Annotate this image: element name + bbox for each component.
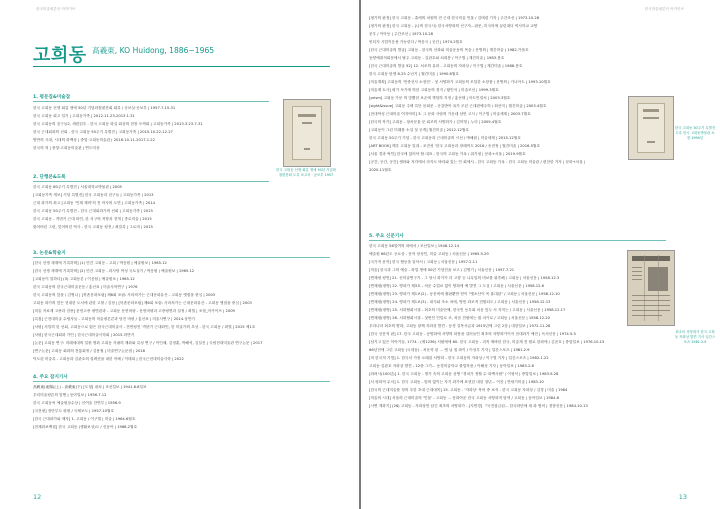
list-item: 한국 고희동 60주기 특별전 | 서울대학교박물관 | 2005 xyxy=(33,185,122,189)
list-item: [남기고 있은 이야기들, 1774 - (제1236) 서원에에 60. 한국 고희동 - 괴직 애바한 한국, 미술계 전 원로 한화에 / 김준호 | 중앙일보 | 1976.10.15 xyxy=(369,340,605,344)
list-item: 빈티지 시업이응용 가능한다 / 박응국 | 공간 | 1974.2월호 xyxy=(369,40,463,44)
list-item: [서울 경과 싸인] 한국에 있어야 할 대표 - 한국의 고희동 가옥 / 취기평 | 문화+서울 | 2019.9월호 xyxy=(369,152,526,156)
section-list xyxy=(33,183,275,231)
section-list xyxy=(33,259,330,363)
page-header: 한국미술평론인 아카이브 xyxy=(36,7,76,11)
list-item: 한국 고희동 50주기 특별전 - 한국 근대회화가의 선회 | 고희동가족 | 2015 xyxy=(33,209,153,213)
list-item: [한국 신문적 판] 17. 한국 고희동 - 동양화에 서양의 화풍을 걸러들인 최초의 서양화가이자 현대화가 예전 | 독서신문 | 1974.5.5 xyxy=(369,332,576,336)
list-item: [한국 선생 세계에 기록하며] (1) 민간 고희동 - 고희 / 박응원 | 예술원보 | 1965.12 xyxy=(33,261,167,265)
list-item: 한국 고희동 - 격변기 근대 화인, 한 서구의 저항과 전개 | 종로미술 | 2015 xyxy=(33,217,152,221)
right-page xyxy=(361,0,720,509)
list-item: 한국 고희동의 친구들2, 세련된우 - 한국 고희동 화실 회상의 현장 모색회 | 고희동가족 | 2013.3.23-7.31 xyxy=(33,122,203,126)
list-item: [미술의 시대] 서울의 근대미술의 '인물' - 고희동 ... 문화아운 한국 고희동 서양화적 탐색 / 고희동 | 동아일보 | 1984.6 xyxy=(369,396,559,400)
list-item: 잃어버린 그런, 잊어버린 역사 - 한국 고희동 평전 / 최말록 | 그로비 | 2015 xyxy=(33,225,153,229)
list-item: [연재평(평영) 25. 서화협회시절 - 최초의 미술단체, 한국인 동우회 처음 앞두 서 지적는 / 고희동 | 서울신문 | 1958.12.17 xyxy=(369,308,566,312)
section-list xyxy=(369,242,621,410)
list-item: [국가적 문학] 한국 협동을 알아서 / 고희동 | 서울신문 | 1957.2.11 xyxy=(369,260,478,264)
newspaper-clipping-photo xyxy=(627,250,675,326)
list-item: 동양예대적회문에서 탈주 고희동 - 김관호와 치희봉 / 이구열 | 계간미술 | 1983.봄호 xyxy=(369,56,505,60)
list-item: [sight&issue] 고희동 주택 특단 문회문 - 공감받아 옥가 모던 근대편예주의 / 최선미 | 월간미술 | 2003.4월호 xyxy=(369,104,547,108)
list-item: 한국 고희동 회고 일기 | 고희동가족 | 2012.11.23-2013.1.31 xyxy=(33,114,135,118)
list-item: [연재평 평언] 21. 신미술연구기 - 그 당시 화가가 더 고향 등 나무일의 비보를 취후해 / 고희동 | 서울신문 | 1958.12.3 xyxy=(369,276,560,280)
section-heading: 1. 평문집&미술잡 xyxy=(33,95,71,100)
continued-list xyxy=(369,14,621,174)
list-item: [서평] 한국근대회화 가인 | 한국근대미술사학회 | 2015.하반기 xyxy=(33,333,135,337)
list-item: [공간, 공간, 공간] 셋화와 지각에서 라자도 바라와 있는 인 회에서 - 한국 고희동 가옥 - 한국 고희동 미술관 / 편찬한 기자 | 문화+서울 | xyxy=(369,160,586,164)
list-item: 한국 고희동의 한국근대미술운동 / 홍선표 | 미술사학연구 | 1976 xyxy=(33,285,138,289)
list-item: 예술원 66년도 공로상 - 문학 장성인, 미술 고희동 / 서울신문 | 1965.5.29 xyxy=(369,252,489,256)
list-item: 2020.11월호 xyxy=(369,168,392,172)
photo-caption: 최초의 서양화가 한국 고희동 자화상 발견 기사 일간스포츠 1981.2.9 xyxy=(674,330,716,344)
photo-caption: 한국 고희동 선생 회갑 생애 50년 기념화첩편찬회 도록 보고서 · 공보부 1957 xyxy=(276,168,336,177)
list-item: [고희동이 말하다] (3) 고희동론 / 이응섭 | 예술원보 | 1965.12 xyxy=(33,277,135,281)
page-number: 12 xyxy=(33,493,42,501)
list-item: 高羲東(東陽)(上) - 高羲東(下) [도형] 내쳐 | 조선일보 | 1941.6.8일보 xyxy=(33,385,147,389)
section-heading: 4. 주요 잡지기사 xyxy=(33,375,68,380)
list-item: 고희동 화가의 앞든 현대한 도서에 관한 고찰 / 김정 | [북촌문화포럼] 제6회 포럼: 사라져가는 근대문화유산 - 고희동 옛집을 중심 | 2003 xyxy=(33,301,252,305)
list-item: 한국의 혁 | 중앙·고희동미술관 | 연도미상 xyxy=(33,146,100,150)
section-divider xyxy=(33,257,330,258)
list-item: [평가의 판정] 한국 고희동 - (나의 한국사) 한국서양화의 선구자...판문, 미국어에 끌린대다 역사학교 교양 xyxy=(369,24,538,28)
list-item: 한국 고희동의 앞을 / 김영나 | [북촌문화포럼] 제6회 포럼: 사라져가는 근대문화유산 - 고희동 옛집을 중심 | 2003 xyxy=(33,293,216,297)
list-item: 우라나라 최초의 양화, 고희동 왕께 자화상 발견 - 동경 길목사급과 1915년에 그린 2점 | 대한일보 | 1972.11.28 xyxy=(369,324,551,328)
section-divider xyxy=(33,381,330,382)
list-item: [연재평(평영) 24. 양화가 제1보(3) - 내식와 조소 처에, 영빈 화조적 전환되도 / 고희동 | 서울신문 | 1958.12.13 xyxy=(369,300,551,304)
list-item: [특집] 근현대미술 수립자들 - 고희동의 미술평론론과 당진 비평 / 홍선표 | 미술사연구 | 2014.상반기 xyxy=(33,317,195,321)
list-item: [연재평(평영) 23. 양화가 제1보(2) - 동문비에 출판뿐만 얻이 "옛소산이 목 휴대된" / 고희동 | 서울신문 | 1958.12.10 xyxy=(369,292,560,296)
list-item: [고희동이 그린 미래를 소설 첫 공개] 월간미술 | 2012.12월호 xyxy=(369,128,469,132)
list-item: [미 한국적 기법] 1. 한국서 가장 오래된 서양화 - 한국 고희동의 자화상 / 이구열 기자 | 일간스포츠 | 1982.1.22 xyxy=(369,356,549,360)
exhibition-catalog-photo xyxy=(628,96,674,160)
list-item: [미술 자료계 고증과 검증] 문헌고증 평면관과 - 고희동 문헌비평 - 문헌비평과 고증평면과 설정 / 최열 | 조형_아카이브 | 2009 xyxy=(33,309,235,313)
section-heading: 5. 주요 신문기사 xyxy=(369,234,404,239)
section-divider xyxy=(33,101,269,102)
list-item: 근대 화가의 최고 [고희동 '인재 재비'의 전 학사의 도면 | 고희동가족 | 2014 xyxy=(33,201,156,205)
list-item: 한국 고희동 탄생 6.25 수난기 | 월간미술 | 1990.6월호 xyxy=(369,72,459,76)
section-divider xyxy=(369,240,666,241)
photo-caption: 한국 고희동 30주기 특별전 도록 한국 고희동박물관 소장 1994년 xyxy=(674,126,716,140)
page-header: 한국미술평론인 아카이브 xyxy=(644,7,684,11)
section-divider xyxy=(33,181,269,182)
list-item: [국전평] 장단부도 평평 / 국제보도 | 1957.10월호 xyxy=(33,409,115,413)
list-item: [사연 개화기] (28) 고희동 - 자화상만 남긴 최초의 서양화가 - [지면경] 『국전참금된... 한국화단에 새 화 염어 | 경향신문 | 1984.10.13 xyxy=(369,404,588,408)
list-item: [한국 근대미술의 발굴 52] 12. 치조의 유화 - 고희동의 자화상 / 이구열 | 계간미술 | 1988.봄호 xyxy=(369,64,523,68)
book-cover-photo xyxy=(283,99,331,167)
section-heading: 3. 논문&학술지 xyxy=(33,251,66,256)
list-item: 우리미술평론의 앞엔 | 동아일보 | 1956.7.12 xyxy=(33,393,107,397)
section-heading: 2. 단행본&도록 xyxy=(33,175,66,180)
section-list xyxy=(33,383,330,431)
list-item: 66년전에 그린 고희동 (국대동) - 처운학 된 ... 옛 날 집 화이 / 이성우 기자 | 일간스포츠 | 1981.2.9 xyxy=(369,348,530,352)
section-list xyxy=(33,104,275,152)
list-item: [연구논문] 고희동 회화의 전통회귀 / 김용철 | 미술연구논문집 | 2018 xyxy=(33,349,146,353)
title-divider xyxy=(33,66,330,67)
list-item: 한국 고희동 56일여의 화에서 / 조선일보 | 1948.12.14 xyxy=(369,244,459,248)
page-subtitle: 高羲東, KO Huidong, 1886~1965 xyxy=(92,46,215,55)
list-item: [한국 근대화가와 제자] 1. 고희동 / 이구열 | 미술 | 1964.6월호 xyxy=(33,417,136,421)
list-item: 한국 고희동씨 예술원상수상 | 신여술 찬반부 | 1956.9 xyxy=(33,401,121,405)
list-item: [서 평화적 무서] 1. 한국 고희동 - 임의 없이는 자기 화가에 표현한 대한 청년... 이찬 | 반세기미술 | 1983.10 xyxy=(369,380,544,384)
page-title: 고희동 xyxy=(33,45,87,66)
list-item: [현대여성 근대미술 여자야미] 3. 그 문화 사람의 가운데 삼만 고식 / 이구열 | 미술세계 | 2003.7월호 xyxy=(369,112,531,116)
list-item: [한국 선생 세계에 기록하며] (2) 민간 고희동 - 화사랑 여성 국토실기 / 박응원 | 예술원보 | 1965.12 xyxy=(33,269,195,273)
list-item: [미술] 한국과 그의 예술 - 화업 생애 50년 기념전을 보고 / 김영기 | 서울신문 | 1957.7.21 xyxy=(369,268,515,272)
list-item: 한국 고희동 선생 회갑 생애 50년 기념화첩편찬회 회록 / 공보실·공보부 | 1957.7.15-31 xyxy=(33,106,176,110)
list-item: [서평] 서일의 한 선회, 고희동으로 잃은 한국근대미술사 - 전면평전 '격변기 근대화인, 한 미술가의 초상 - 한국 고희동 / 최열 | 2015 제1호 xyxy=(33,325,256,329)
list-item: 양반의 시대, 시대의 화백상 | 중앙·고희동미술관 | 2016.10.11-2017.1.22 xyxy=(33,138,155,142)
page-number: 13 xyxy=(678,493,687,501)
list-item: 한국 근대회화의 선회 - 한국 고희동 50주기 특별전 | 고희동가족 | 2015.10.22-12.27 xyxy=(33,130,173,134)
list-item: [한국의 근대미술품 정의 우한 초대 근대대목] 15. 고희동 - '자화상' 목어 중 보석 - 한국 고희동 자화상 / 김경 | 미술 | 1984 xyxy=(369,388,568,392)
list-item: 문우 / 이아동 | 주간조선 | 1973.10.28 xyxy=(369,32,433,36)
list-item: [한국의 작가] 고희동 - 형차문물 문 회조의 서양화가 / 김미영 | 누리 | 2009.4월호 xyxy=(369,120,502,124)
list-item: [논문] 고희동 연구: 미래세대의 일원 명화 고희동 자필의 제화와 특성 연구 / 이인채, 김정훈, 박해석, 김설진 | 국립현대미술관 연구논문 | 2017 xyxy=(33,341,263,345)
list-item: [연재평(평영) 22. 양화가 제3호 - 처운 수업료 없이 양화에 예 발견 그 도심 / 고희동 | 서울신문 | 1958.12.6 xyxy=(369,284,544,288)
list-item: [연재평(평영) 26. 서화협회시절 - 첫번인 인일로 조, 처음 전원에는 흰 마카로 / 고희동 | 서울신문 | 1958.12.20 xyxy=(369,316,550,320)
list-item: [prism] 고희동 가문 의 맞뿔한 보존에 책임의 지정 / 홍선태 | 아트인컬처 | 2003.3월호 xyxy=(369,96,511,100)
list-item: 한국 고희동 50주기 기념 - 한국 고희동과 근대미술의 시선 / 박혜원 | 미술세계 | 2015.12월호 xyxy=(369,136,521,140)
list-item: [미술계획] 고희동의 '민중선사 소장전' - 첫 서양화가 고희동의 모일한 소장품 / 문영외 | 가나아트 | 1993.10월호 xyxy=(369,80,551,84)
list-item: [미술계 토사] 평가 독기에 의한 고희동의 경지 / 황인석 | 미술조선 | 1999.3월호 xyxy=(369,88,499,92)
list-item: [평가의 판정] 한국 고희동 - 휴에의 치원의 전 근대 한국미술 인물 / 김태령 기자 | 주간조선 | 1973.10.28 xyxy=(369,16,540,20)
left-page xyxy=(0,0,359,509)
list-item: 덕도된 미술록 - 고희동과 김관호의 컬렉션을 대한 작례 / 이태희 | 한국근현대미술사학 | 2022 xyxy=(33,357,184,361)
list-item: 고희동·김관호 자화상 발견 - 12중 그가... 동경미술학교 졸업작품 / 이해성 기자 | 동아일보 | 1983.2.8 xyxy=(369,364,534,368)
list-item: [한국 근대미술의 발굴] 고희동 - 한국의 선화와 미술운동의 목숨 / 문영외 | 계간미술 | 1982.가을호 xyxy=(369,48,529,52)
list-item: [현재화보백집] 한국 고희동 (생활보상)도 / 신동아 | 1968.2월호 xyxy=(33,425,138,429)
list-item: [ART BOOK] 깨우 고희동 일대 - 조전성 '한국 고희동과 장래여도 2016 / 송현정 | 월간미술 | 2016.5월호 xyxy=(369,144,541,148)
list-item: [화려사(100년)] 1. 한국 고희동 - 명가 속의 고희동 상영 "경치가 정할 수 화백사원" / 이형석 | 중앙일보 | 1983.9.28 xyxy=(369,372,559,376)
list-item: [고희동가족 개보] 기념 특별전] 한국 고희동과 친구들 | 고희동가족 | 2013 xyxy=(33,193,154,197)
